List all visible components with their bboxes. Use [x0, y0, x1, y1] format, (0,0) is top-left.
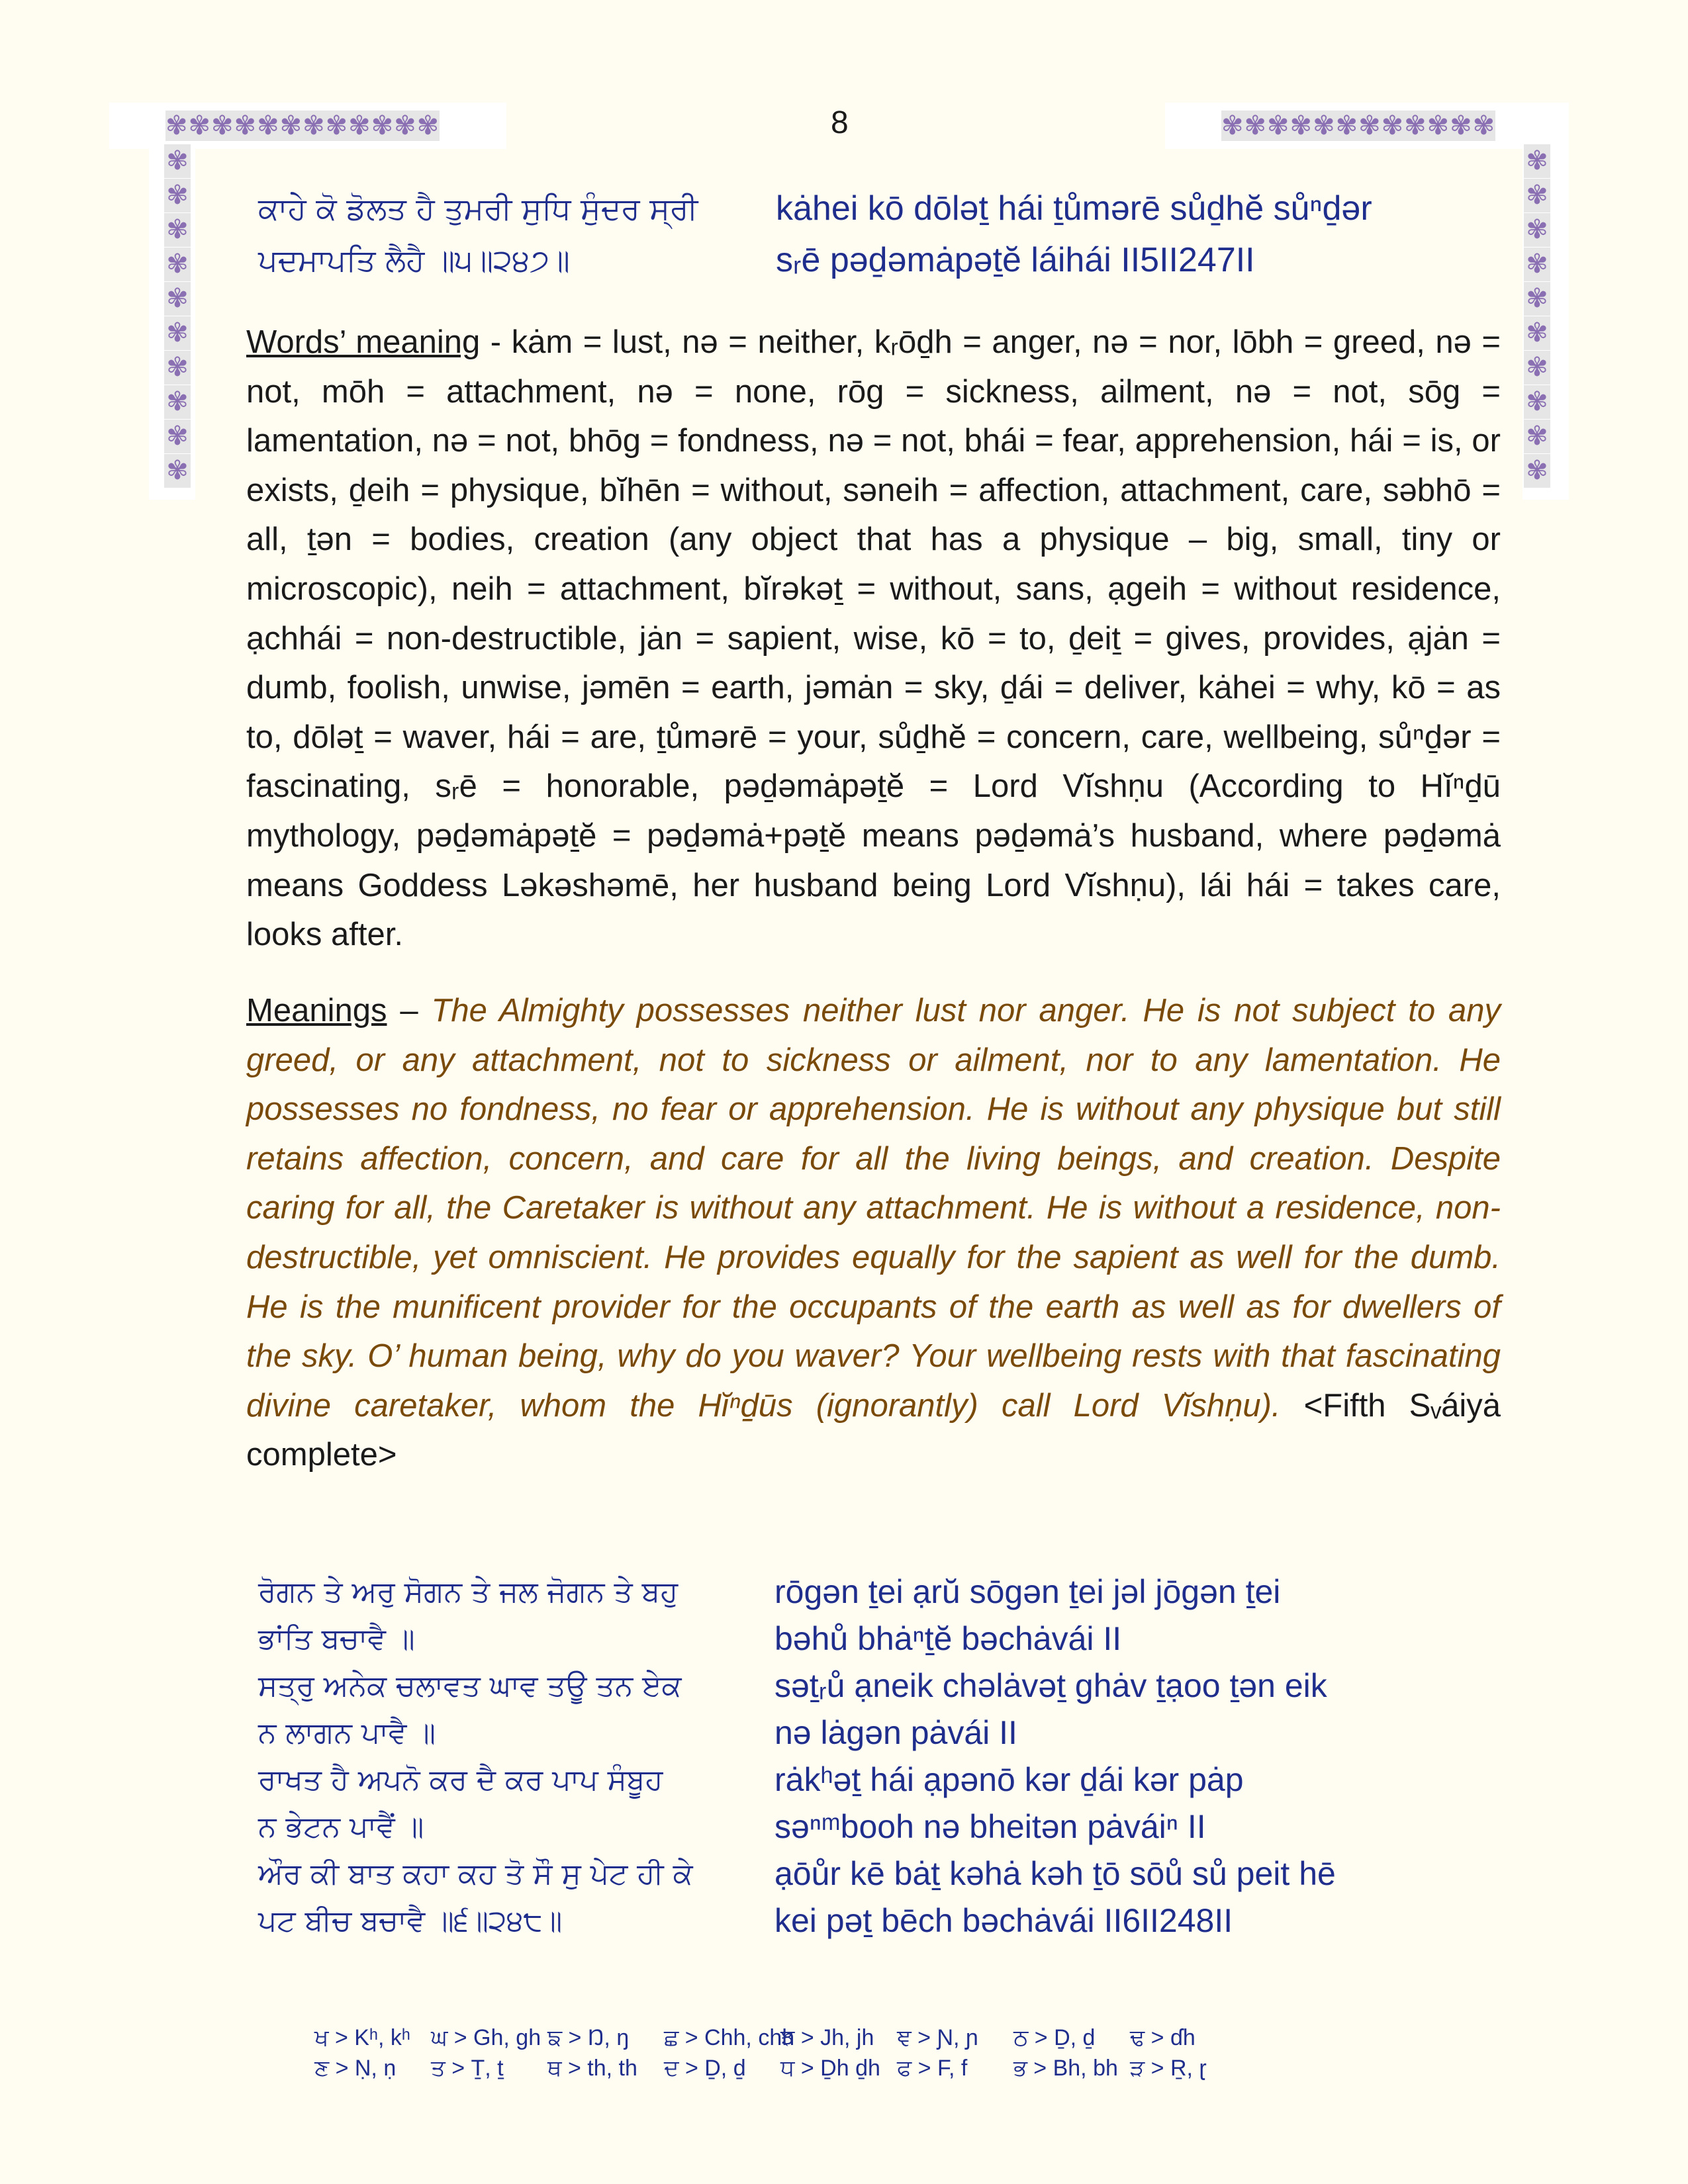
star-border-top-left — [165, 113, 440, 139]
star-icon: ✾ — [303, 111, 326, 141]
star-icon: ✾ — [325, 111, 349, 141]
star-icon: ✾ — [234, 111, 258, 141]
meanings-tail: <Fifth Sᵥáiyȧ complete> — [246, 1387, 1501, 1473]
star-icon: ✾ — [1524, 282, 1550, 316]
words-meaning-text: kȧm = lust, nə = neither, kᵣōḏh = anger, nə = nor, lōbh = greed, nə = not, mōh = attachment, nə = none, rōg = sickness, ailment, nə = not, sōg = lamentation, nə = not, bhōg = fondness, nə = not, bhái = fear, apprehension, hái = is, or exists, ḏeih = physique, bĭhēn = without, səneih = affection, attachment, care, səbhō = all, ṯən = bodies, creation (any object that has a physique – big, small, tiny or microscopic), neih = attachment, bĭrəkəṯ = without, sans, ạgeih = without residence, ạchhái = non-destructible, jȧn = sapient, wise, kō = to, ḏeiṯ = gives, provides, ạjȧn = dumb, foolish, unwise, jəmēn = earth, jəmȧn = sky, ḏái = deliver, kȧhei = why, kō = as to, dōləṯ = waver, hái = are, ṯůmərē = your, sůḏhĕ = concern, care, wellbeing, sůⁿḏər = fascinating, sᵣē = honorable, pəḏəmȧpəṯĕ = Lord Vĭshṇu (According to Hĭⁿḏū mythology, pəḏəmȧpəṯĕ = pəḏəmȧ+pəṯĕ means pəḏəmȧ’s husband, where pəḏəmȧ means Goddess Ləkəshəmē, her husband being Lord Vĭshṇu), lái hái = takes care, looks after. — [246, 324, 1501, 953]
star-icon: ✾ — [1313, 111, 1336, 141]
legend-item: ਫ > F, f — [897, 2056, 968, 2081]
legend-item: ਞ > Ɲ, ɲ — [897, 2025, 978, 2050]
legend-item: ਭ > Bh, bh — [1013, 2056, 1118, 2081]
star-icon: ✾ — [1244, 111, 1268, 141]
verse-line: ਭਾਂਤਿ ਬਚਾਵੈ ॥ — [258, 1622, 415, 1656]
transliteration-legend — [314, 2025, 1246, 2086]
legend-row — [314, 2025, 1246, 2056]
star-icon: ✾ — [164, 248, 191, 281]
verse2-gurmukhi — [258, 1569, 693, 1944]
translit-line: rȧkʰəṯ hái ạpənō kər ḏái kər pȧp — [774, 1761, 1244, 1798]
star-icon: ✾ — [416, 111, 440, 141]
legend-item: ਠ > Ḏ, ḏ — [1013, 2025, 1096, 2050]
star-icon: ✾ — [164, 454, 191, 488]
star-icon: ✾ — [164, 420, 191, 453]
star-icon: ✾ — [165, 111, 189, 141]
translit-line: səṯᵣů ạneik chəlȧvəṯ ghȧv ṯạoo ṯən eik — [774, 1667, 1327, 1704]
verse1-translit — [776, 183, 1372, 286]
star-icon: ✾ — [1267, 111, 1290, 141]
translit-line: sᵣē pəḏəmȧpəṯĕ láihái II5II247II — [776, 241, 1255, 279]
translit-line: ạōůr kē bȧṯ kəhȧ kəh ṯō sōů sů peit hē — [774, 1855, 1336, 1892]
translit-line: səⁿᵐbooh nə bheitən pȧváiⁿ II — [774, 1808, 1206, 1845]
star-icon: ✾ — [164, 144, 191, 178]
star-icon: ✾ — [257, 111, 280, 141]
star-icon: ✾ — [1335, 111, 1359, 141]
translit-line: rōgən ṯei ạrŭ sōgən ṯei jəl jōgən ṯei — [774, 1573, 1281, 1610]
verse-line: ਕਾਹੇ ਕੋ ਡੋਲਤ ਹੈ ਤੁਮਰੀ ਸੁਧਿ ਸੁੰਦਰ ਸ੍ਰੀ — [258, 191, 698, 226]
verse-line: ਰੋਗਨ ਤੇ ਅਰੁ ਸੋਗਨ ਤੇ ਜਲ ਜੋਗਨ ਤੇ ਬਹੁ — [258, 1575, 679, 1609]
star-icon: ✾ — [164, 282, 191, 316]
translit-line: nə lȧgən pȧvái II — [774, 1714, 1017, 1751]
star-icon: ✾ — [211, 111, 234, 141]
star-icon: ✾ — [1524, 179, 1550, 212]
legend-item: ਙ > Ŋ, ŋ — [547, 2025, 630, 2050]
verse1-gurmukhi — [258, 183, 698, 286]
star-icon: ✾ — [188, 111, 212, 141]
star-border-top-right — [1221, 113, 1495, 139]
star-icon: ✾ — [1524, 454, 1550, 488]
meanings — [246, 986, 1501, 1480]
meanings-text: The Almighty possesses neither lust nor anger. He is not subject to any greed, or any attachment, not to sickness or ailment, nor to any lamentation. He possesses no fondness, no fear or apprehension. He is without any physique but still retains affection, concern, and care for all the living beings, and creation. Despite caring for all, the Caretaker is without any attachment. He is without a residence, non-destructible, yet omniscient. He provides equally for the sapient as well for the dumb. He is the munificent provider for the occupants of the earth as well as for dwellers of the sky. O’ human being, why do you waver? Your wellbeing rests with that fascinating divine caretaker, whom the Hĭⁿḏūs (ignorantly) call Lord Vĭshṇu). — [246, 993, 1501, 1424]
star-icon: ✾ — [1404, 111, 1427, 141]
legend-item: ਤ > Ṯ, ṯ — [431, 2056, 504, 2081]
star-icon: ✾ — [1524, 420, 1550, 453]
verse-line: ਨ ਭੇਟਨ ਪਾਵੈਂ ॥ — [258, 1810, 424, 1844]
star-icon: ✾ — [1450, 111, 1473, 141]
star-icon: ✾ — [164, 351, 191, 385]
star-icon: ✾ — [1524, 316, 1550, 350]
star-icon: ✾ — [164, 385, 191, 419]
legend-item: ਢ > ɗh — [1130, 2025, 1196, 2050]
legend-item: ਥ > th, th — [547, 2056, 637, 2081]
star-icon: ✾ — [1472, 111, 1496, 141]
star-icon: ✾ — [1524, 144, 1550, 178]
verse-line: ਰਾਖਤ ਹੈ ਅਪਨੋ ਕਰ ਦੈ ਕਰ ਪਾਪ ਸੰਬੂਹ — [258, 1763, 663, 1797]
verse-line: ਸਤ੍ਰੁ ਅਨੇਕ ਚਲਾਵਤ ਘਾਵ ਤਊ ਤਨ ਏਕ — [258, 1669, 682, 1703]
verse-line: ਔਰ ਕੀ ਬਾਤ ਕਹਾ ਕਹ ਤੋ ਸੌ ਸੁ ਪੇਟ ਹੀ ਕੇ — [258, 1857, 693, 1891]
star-icon: ✾ — [1524, 248, 1550, 281]
legend-item: ਦ > Ḏ, ḏ — [664, 2056, 746, 2081]
verse-line: ਨ ਲਾਗਨ ਪਾਵੈ ॥ — [258, 1716, 436, 1750]
star-border-left — [164, 144, 191, 488]
translit-line: bəhů bhȧⁿṯĕ bəchȧvái II — [774, 1620, 1122, 1657]
verse-line: ਪਟ ਬੀਚ ਬਚਾਵੈ ॥੬॥੨੪੮॥ — [258, 1904, 563, 1938]
star-icon: ✾ — [348, 111, 371, 141]
star-icon: ✾ — [394, 111, 417, 141]
legend-item: ੜ > Ṟ, ɽ — [1130, 2056, 1207, 2081]
legend-item: ਛ > Chh, chh — [664, 2025, 795, 2050]
star-icon: ✾ — [1358, 111, 1382, 141]
legend-item: ਘ > Gh, gh — [431, 2025, 541, 2050]
page-number: 8 — [831, 105, 849, 140]
star-icon: ✾ — [371, 111, 395, 141]
meanings-heading: Meanings — [246, 993, 387, 1028]
star-icon: ✾ — [1524, 385, 1550, 419]
words-meaning-heading: Words’ meaning — [246, 324, 481, 360]
star-icon: ✾ — [1427, 111, 1450, 141]
star-icon: ✾ — [1524, 351, 1550, 385]
translit-line: kei pəṯ bēch bəchȧvái II6II248II — [774, 1902, 1233, 1939]
star-icon: ✾ — [164, 179, 191, 212]
star-border-right — [1524, 144, 1550, 488]
legend-row — [314, 2056, 1246, 2086]
legend-item: ਧ > Ḏh ḏh — [780, 2056, 880, 2081]
star-icon: ✾ — [279, 111, 303, 141]
star-icon: ✾ — [1221, 111, 1244, 141]
meanings-dash: – — [387, 993, 432, 1028]
star-icon: ✾ — [1289, 111, 1313, 141]
legend-item: ਣ > Ṇ, ṇ — [314, 2056, 397, 2081]
star-icon: ✾ — [1524, 213, 1550, 247]
words-meaning — [246, 318, 1501, 960]
translit-line: kȧhei kō dōləṯ hái ṯůmərē sůḏhĕ sůⁿḏər — [776, 189, 1372, 228]
legend-item: ਝ > Jh, jh — [780, 2025, 874, 2050]
star-icon: ✾ — [164, 316, 191, 350]
legend-item: ਖ > Kʰ, kʰ — [314, 2025, 410, 2050]
words-meaning-dash: - — [480, 324, 512, 360]
verse2-translit — [774, 1569, 1336, 1944]
verse-line: ਪਦਮਾਪਤਿ ਲੈਹੈ ॥੫॥੨੪੭॥ — [258, 242, 570, 278]
star-icon: ✾ — [1381, 111, 1405, 141]
star-icon: ✾ — [164, 213, 191, 247]
